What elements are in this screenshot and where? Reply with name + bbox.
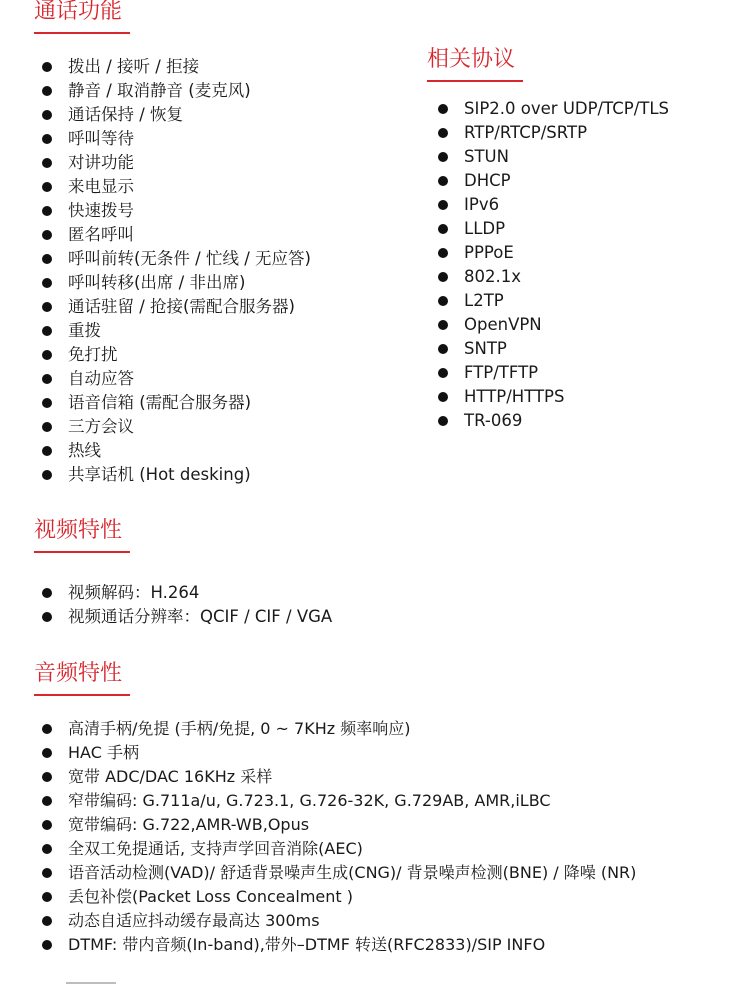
list-item-text: 通话保持 / 恢复 xyxy=(68,105,184,124)
list-item xyxy=(42,789,636,813)
list-item xyxy=(42,151,311,175)
list-item-text: 宽带编码: G.722,AMR-WB,Opus xyxy=(68,815,310,834)
list-item xyxy=(438,409,669,433)
list-item-text: HAC 手柄 xyxy=(68,743,139,762)
protocols-title: 相关协议 xyxy=(427,47,516,72)
cropped-next-section-fragment xyxy=(66,978,116,985)
list-item-text: 来电显示 xyxy=(68,177,134,196)
section-title-call-features xyxy=(34,0,122,26)
bullet-icon xyxy=(438,368,448,378)
list-item-text: 拨出 / 接听 / 拒接 xyxy=(68,57,200,76)
list-item-text: 热线 xyxy=(68,441,101,460)
list-item-text: DHCP xyxy=(464,171,511,190)
list-item-text: 动态自适应抖动缓存最高达 300ms xyxy=(68,911,320,930)
list-item-text: 免打扰 xyxy=(68,345,118,364)
bullet-icon xyxy=(42,398,52,408)
bullet-icon xyxy=(42,374,52,384)
list-item-text: TR-069 xyxy=(464,411,523,430)
list-item-text: 呼叫等待 xyxy=(68,129,134,148)
list-item xyxy=(438,193,669,217)
list-item-text: 视频通话分辨率：QCIF / CIF / VGA xyxy=(68,607,333,626)
list-item xyxy=(438,121,669,145)
bullet-icon xyxy=(42,772,52,782)
bullet-icon xyxy=(42,110,52,120)
bullet-icon xyxy=(42,892,52,902)
list-item-text: 宽带 ADC/DAC 16KHz 采样 xyxy=(68,767,273,786)
list-item xyxy=(438,337,669,361)
list-item xyxy=(438,265,669,289)
list-item xyxy=(42,765,636,789)
bullet-icon xyxy=(438,224,448,234)
list-item xyxy=(42,175,311,199)
bullet-icon xyxy=(438,152,448,162)
list-item xyxy=(42,909,636,933)
bullet-icon xyxy=(42,940,52,950)
list-item xyxy=(42,127,311,151)
list-item xyxy=(42,741,636,765)
bullet-icon xyxy=(438,320,448,330)
bullet-icon xyxy=(438,104,448,114)
list-item-text: 语音活动检测(VAD)/ 舒适背景噪声生成(CNG)/ 背景噪声检测(BNE) / 降噪 (NR) xyxy=(68,863,637,882)
bullet-icon xyxy=(42,62,52,72)
bullet-icon xyxy=(438,176,448,186)
list-item-text: 全双工免提通话, 支持声学回音消除(AEC) xyxy=(68,839,363,858)
bullet-icon xyxy=(42,86,52,96)
list-item xyxy=(42,581,332,605)
list-item-text: 丢包补偿(Packet Loss Concealment ) xyxy=(68,887,354,906)
list-item xyxy=(42,439,311,463)
list-item-text: OpenVPN xyxy=(464,315,542,334)
list-item xyxy=(42,79,311,103)
list-item-text: RTP/RTCP/SRTP xyxy=(464,123,588,142)
title-underline xyxy=(34,694,130,696)
list-item-text: IPv6 xyxy=(464,195,500,214)
list-item-text: 窄带编码: G.711a/u, G.723.1, G.726-32K, G.729AB, AMR,iLBC xyxy=(68,791,551,810)
list-item xyxy=(42,103,311,127)
list-item-text: DTMF: 带内音频(In-band),带外–DTMF 转送(RFC2833)/SIP INFO xyxy=(68,935,546,954)
list-item xyxy=(42,813,636,837)
section-title-protocols xyxy=(427,46,515,74)
bullet-icon xyxy=(42,612,52,622)
bullet-icon xyxy=(42,748,52,758)
list-item xyxy=(42,415,311,439)
list-item-text: 快速拨号 xyxy=(68,201,134,220)
list-item xyxy=(42,319,311,343)
bullet-icon xyxy=(42,844,52,854)
bullet-icon xyxy=(438,248,448,258)
list-item xyxy=(438,385,669,409)
bullet-icon xyxy=(42,422,52,432)
bullet-icon xyxy=(42,350,52,360)
title-underline xyxy=(427,80,523,82)
list-item-text: 高清手柄/免提 (手柄/免提, 0 ~ 7KHz 频率响应) xyxy=(68,719,411,738)
list-item xyxy=(42,223,311,247)
list-item-text: HTTP/HTTPS xyxy=(464,387,565,406)
list-item-text: 共享话机 (Hot desking) xyxy=(68,465,251,484)
bullet-icon xyxy=(438,200,448,210)
bullet-icon xyxy=(438,296,448,306)
bullet-icon xyxy=(42,230,52,240)
bullet-icon xyxy=(42,916,52,926)
call-features-list xyxy=(42,55,311,487)
list-item-text: 802.1x xyxy=(464,267,522,286)
list-item xyxy=(438,289,669,313)
list-item xyxy=(42,885,636,909)
list-item xyxy=(42,861,636,885)
list-item xyxy=(438,217,669,241)
bullet-icon xyxy=(438,128,448,138)
bullet-icon xyxy=(42,796,52,806)
bullet-icon xyxy=(42,278,52,288)
list-item-text: 对讲功能 xyxy=(68,153,134,172)
list-item-text: SIP2.0 over UDP/TCP/TLS xyxy=(464,99,669,118)
list-item xyxy=(42,605,332,629)
video-features-list xyxy=(42,581,332,629)
audio-features-title: 音频特性 xyxy=(34,661,123,686)
bullet-icon xyxy=(42,820,52,830)
bullet-icon xyxy=(42,134,52,144)
list-item xyxy=(438,169,669,193)
bullet-icon xyxy=(438,272,448,282)
bullet-icon xyxy=(42,254,52,264)
bullet-icon xyxy=(42,868,52,878)
list-item-text: 匿名呼叫 xyxy=(68,225,134,244)
section-title-video-features xyxy=(34,517,122,545)
video-features-title: 视频特性 xyxy=(34,518,123,543)
bullet-icon xyxy=(42,158,52,168)
list-item xyxy=(42,55,311,79)
list-item xyxy=(438,361,669,385)
list-item-text: STUN xyxy=(464,147,509,166)
list-item-text: 三方会议 xyxy=(68,417,134,436)
list-item xyxy=(42,933,636,957)
bullet-icon xyxy=(42,724,52,734)
audio-features-list xyxy=(42,717,636,957)
list-item xyxy=(438,145,669,169)
list-item xyxy=(438,97,669,121)
list-item-text: 呼叫转移(出席 / 非出席) xyxy=(68,273,246,292)
bullet-icon xyxy=(42,326,52,336)
list-item-text: 静音 / 取消静音 (麦克风) xyxy=(68,81,251,100)
bullet-icon xyxy=(438,392,448,402)
list-item-text: 自动应答 xyxy=(68,369,134,388)
list-item-text: FTP/TFTP xyxy=(464,363,539,382)
bullet-icon xyxy=(438,344,448,354)
list-item-text: 视频解码：H.264 xyxy=(68,583,200,602)
list-item-text: 重拨 xyxy=(68,321,101,340)
list-item xyxy=(42,391,311,415)
list-item-text: L2TP xyxy=(464,291,504,310)
list-item-text: SNTP xyxy=(464,339,507,358)
list-item xyxy=(42,199,311,223)
list-item xyxy=(438,313,669,337)
list-item xyxy=(42,295,311,319)
bullet-icon xyxy=(438,416,448,426)
section-title-audio-features xyxy=(34,660,122,688)
list-item xyxy=(42,837,636,861)
bullet-icon xyxy=(42,470,52,480)
list-item-text: 呼叫前转(无条件 / 忙线 / 无应答) xyxy=(68,249,311,268)
bullet-icon xyxy=(42,446,52,456)
list-item xyxy=(42,271,311,295)
bullet-icon xyxy=(42,206,52,216)
list-item-text: PPPoE xyxy=(464,243,514,262)
list-item xyxy=(42,343,311,367)
list-item-text: 语音信箱 (需配合服务器) xyxy=(68,393,252,412)
list-item-text: 通话驻留 / 抢接(需配合服务器) xyxy=(68,297,295,316)
protocols-list xyxy=(438,97,669,433)
list-item xyxy=(42,247,311,271)
list-item xyxy=(42,717,636,741)
call-features-title: 通话功能 xyxy=(34,0,123,24)
bullet-icon xyxy=(42,182,52,192)
list-item xyxy=(42,463,311,487)
bullet-icon xyxy=(42,302,52,312)
title-underline xyxy=(34,32,130,34)
bullet-icon xyxy=(42,588,52,598)
list-item xyxy=(42,367,311,391)
list-item-text: LLDP xyxy=(464,219,506,238)
list-item xyxy=(438,241,669,265)
title-underline xyxy=(34,551,130,553)
